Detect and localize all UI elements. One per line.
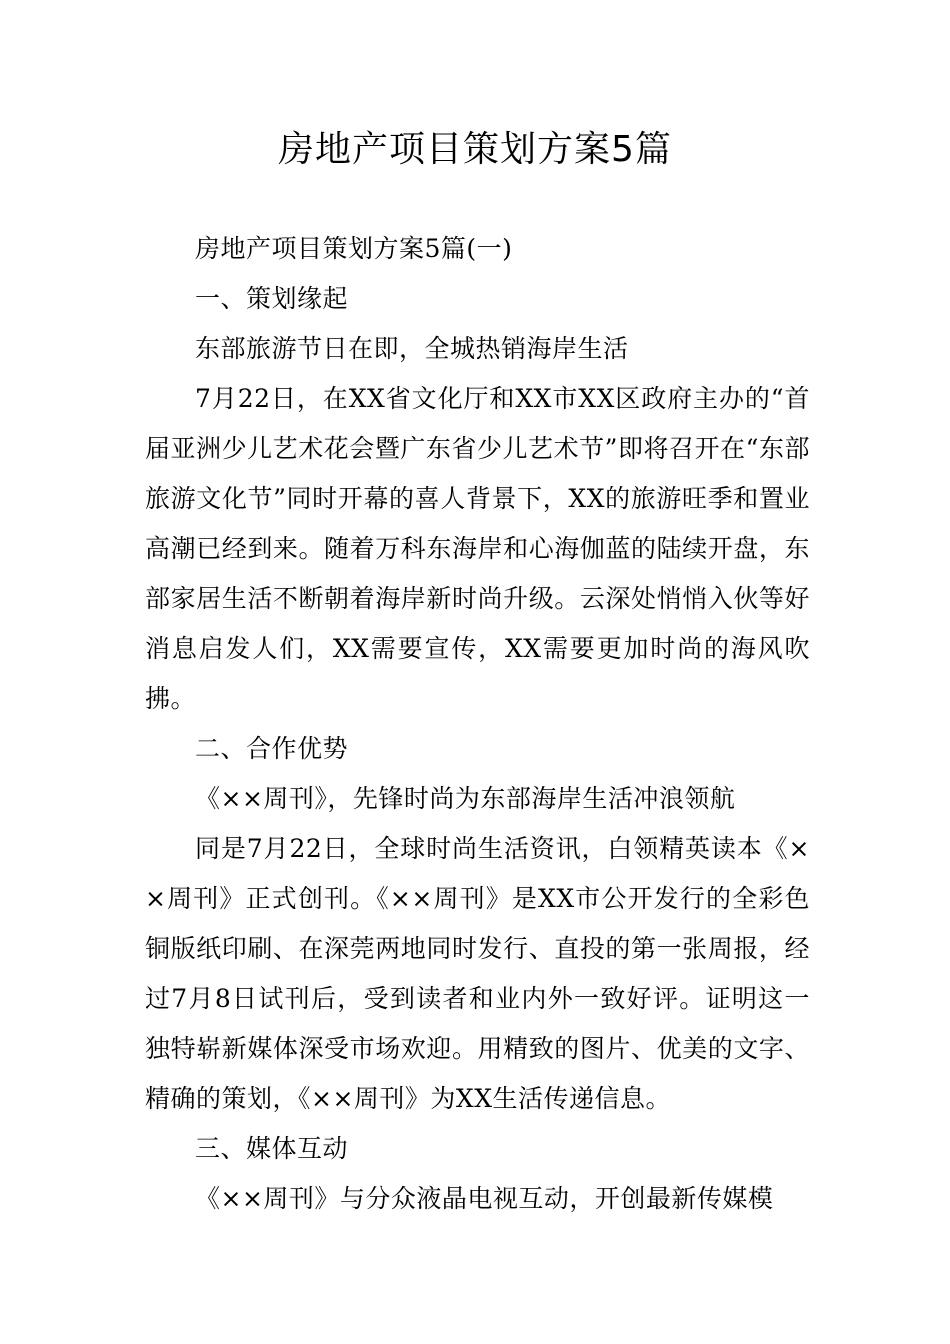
section-heading-3: 三、媒体互动	[195, 1134, 349, 1163]
paragraph-headline-1: 东部旅游节日在即，全城热销海岸生活	[195, 334, 629, 363]
paragraph-body-3: 《××周刊》与分众液晶电视互动，开创最新传媒模	[195, 1184, 774, 1213]
section-heading-1: 一、策划缘起	[195, 284, 349, 313]
paragraph-headline-2: 《××周刊》，先锋时尚为东部海岸生活冲浪领航	[195, 784, 736, 813]
paragraph-body-2: 同是7月22日，全球时尚生活资讯，白领精英读本《××周刊》正式创刊。《××周刊》是XX市公开发行的全彩色铜版纸印刷、在深莞两地同时发行、直投的第一张周报，经过7月8日试刊后，受到读者和业内外一致好评。证明这一独特崭新媒体深受市场欢迎。用精致的图片、优美的文字、精确的策划，《××周刊》为XX生活传递信息。	[145, 834, 810, 1113]
document-title: 房地产项目策划方案5篇	[278, 129, 672, 170]
paragraph-subtitle: 房地产项目策划方案5篇(一)	[195, 234, 513, 263]
section-heading-2: 二、合作优势	[195, 734, 349, 763]
paragraph-body-1: 7月22日，在XX省文化厅和XX市XX区政府主办的“首届亚洲少儿艺术花会暨广东省少儿艺术节”即将召开在“东部旅游文化节”同时开幕的喜人背景下，XX的旅游旺季和置业高潮已经到来。随着万科东海岸和心海伽蓝的陆续开盘，东部家居生活不断朝着海岸新时尚升级。云深处悄悄入伙等好消息启发人们，XX需要宣传，XX需要更加时尚的海风吹拂。	[145, 384, 810, 713]
document-body	[145, 224, 810, 1224]
